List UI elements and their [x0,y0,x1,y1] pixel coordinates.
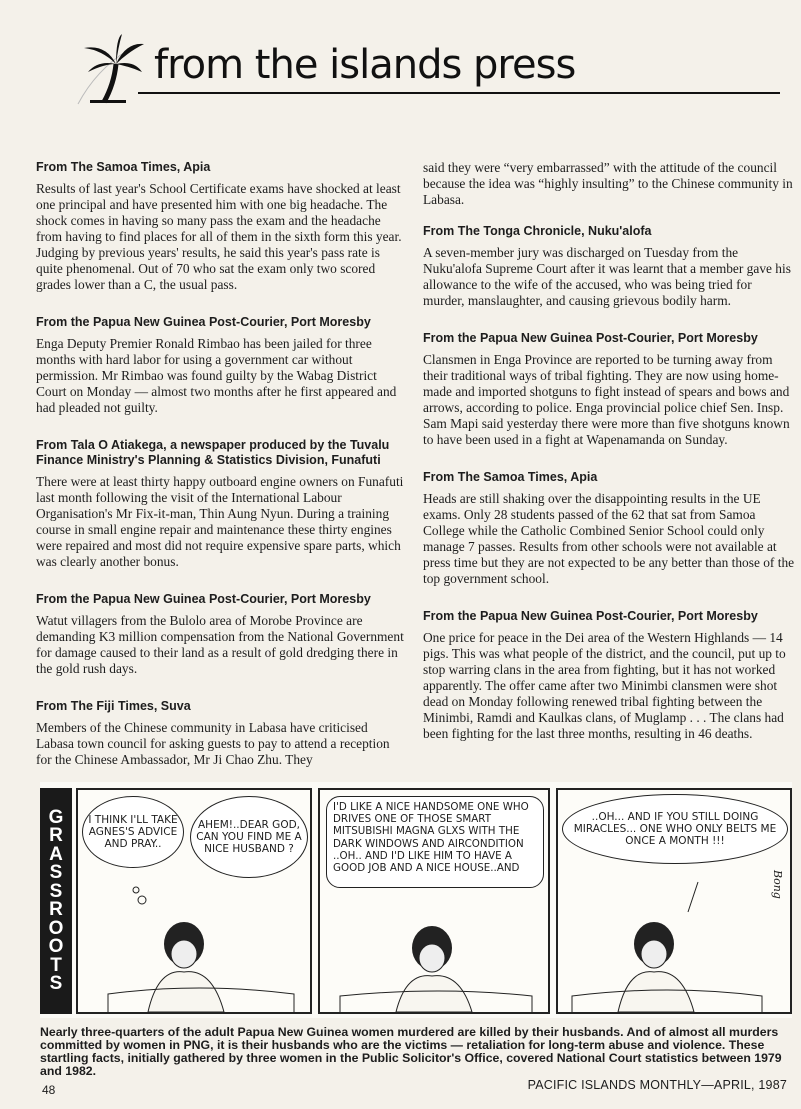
article-heading: From The Tonga Chronicle, Nuku'alofa [423,224,652,238]
article-body: Watut villagers from the Bulolo area of Morobe Province are demanding K3 million compensation from the National Government for damage caused to their land as a result of gold dredging there in the gold rush days. [36,613,404,676]
cartoon-panel-3 [556,788,792,1014]
strip-title [40,788,72,1014]
publication-footer: PACIFIC ISLANDS MONTHLY—APRIL, 1987 [527,1078,787,1092]
article-body: Heads are still shaking over the disappointing results in the UE exams. Only 28 students passed of the 62 that sat from Samoa College while the Catholic Combined Senior School could only manage 7 passes. Results from other schools were not available at press time but they are not expected to be any better than those of the top government school. [423,491,795,586]
article-body: A seven-member jury was discharged on Tuesday from the Nuku'alofa Supreme Court after it was learnt that a member gave his allowance to the wife of the accused, who was being tried for murder, manslaughter, and causing grievous bodily harm. [423,245,791,308]
article-body: There were at least thirty happy outboard engine owners on Funafuti last month following the visit of the International Labour Organisation's Mr Fix-it-man, Thin Aung Nyun. During a training course in small engine repair and maintenance these thirty engines were repaired and most did not require expensive spare parts, which was clearly another bonus. [36,474,404,569]
article [423,331,795,448]
speech-bubble: AHEM!..DEAR GOD, CAN YOU FIND ME A NICE HUSBAND ? [190,796,308,878]
article-heading: From the Papua New Guinea Post-Courier, Port Moresby [423,609,758,623]
cartoon-panel-2 [318,788,550,1014]
left-column [36,160,408,790]
article [423,470,795,587]
article-body: Results of last year's School Certificate exams have shocked at least one principal and have presented him with one big headache. The shock comes in having so many pass the exam and the headache from having to find places for all of them in the sixth form this year. Judging by previous years' results, he said this year's pass rate is quite phenomenal. Out of 70 who sat the exam only two scored grades lower than a C, the usual pass. [36,181,402,292]
cartoon-caption: Nearly three-quarters of the adult Papua New Guinea women murdered are killed by their husbands. And of almost all murders committed by women in PNG, it is their husbands who are the victims — retaliation for long-term abuse and violence. These startling facts, initially gathered by three women in the Public Solicitor's Office, covered National Court statistics between 1979 and 1982. [40,1025,782,1078]
masthead-rule [138,92,780,94]
article [423,609,795,742]
right-column [423,160,795,764]
article [36,438,408,570]
praying-woman-drawing [558,872,790,1012]
article-heading: From the Papua New Guinea Post-Courier, Port Moresby [423,331,758,345]
article-body: One price for peace in the Dei area of the Western Highlands — 14 pigs. This was what people of the district, and the council, put up to stop warring clans in the area from fighting, but it has not worked apparently. The offer came after two Minimbi clansmen were shot dead on Monday following renewed tribal fighting between the Minimbi, Ramdi and Kaulkas clans, of Muglamp . . . The clans had been fighting for the last three months, resulting in 46 deaths. [423,630,786,741]
article-heading: From the Papua New Guinea Post-Courier, Port Moresby [36,592,371,606]
article-body: Enga Deputy Premier Ronald Rimbao has been jailed for three months with hard labor for using a government car without permission. Mr Rimbao was found guilty by the Wabag District Court on Monday — almost two months after he first appeared and had pleaded not guilty. [36,336,397,415]
strip-title-text: G R A S S R O O T S [48,806,64,994]
cartoon-panel-1 [76,788,312,1014]
article-heading: From Tala O Atiakega, a newspaper produced by the Tuvalu Finance Ministry's Planning & Statistics Division, Funafuti [36,438,390,467]
article-body: Clansmen in Enga Province are reported to be turning away from their traditional ways of tribal fighting. They are now using home-made and imported shotguns to fight instead of spears and bows and arrows, according to police. Enga provincial police chief Sen. Insp. Sam Mapi said yesterday there were more than five shotguns known to have been used in a fight at Wapenamanda on Sunday. [423,352,790,447]
masthead [28,22,780,102]
speech-bubble: I'D LIKE A NICE HANDSOME ONE WHO DRIVES ONE OF THOSE SMART MITSUBISHI MAGNA GLXS WITH THE DARK WINDOWS AND AIRCONDITION ..OH.. AND I'D LIKE HIM TO HAVE A GOOD JOB AND A NICE HOUSE..AND [326,796,544,888]
article-body: said they were “very embarrassed” with the attitude of the council because the idea was “highly insulting” to the Chinese community in Labasa. [423,160,793,207]
article [36,592,408,677]
speech-bubble: I THINK I'LL TAKE AGNES'S ADVICE AND PRAY.. [82,796,184,868]
speech-bubble: ..OH... AND IF YOU STILL DOING MIRACLES... ONE WHO ONLY BELTS ME ONCE A MONTH !!! [562,794,788,864]
palm-tree-icon [76,34,146,106]
article-continuation [423,160,795,208]
praying-woman-drawing [320,892,548,1012]
article [36,160,408,293]
cartoon-strip [40,782,792,1018]
article-heading: From The Fiji Times, Suva [36,699,191,713]
article [36,315,408,416]
artist-signature: Bong [771,870,784,899]
article-heading: From The Samoa Times, Apia [36,160,211,174]
article-body: Members of the Chinese community in Labasa have criticised Labasa town council for asking guests to pay to attend a reception for the Chinese Ambassador, Mr Ji Chao Zhu. They [36,720,390,767]
article-heading: From The Samoa Times, Apia [423,470,598,484]
praying-woman-drawing [78,882,310,1012]
page-number: 48 [42,1083,56,1097]
article [36,699,408,768]
article-heading: From the Papua New Guinea Post-Courier, Port Moresby [36,315,371,329]
article [423,224,795,309]
masthead-title: from the islands press [154,42,576,88]
